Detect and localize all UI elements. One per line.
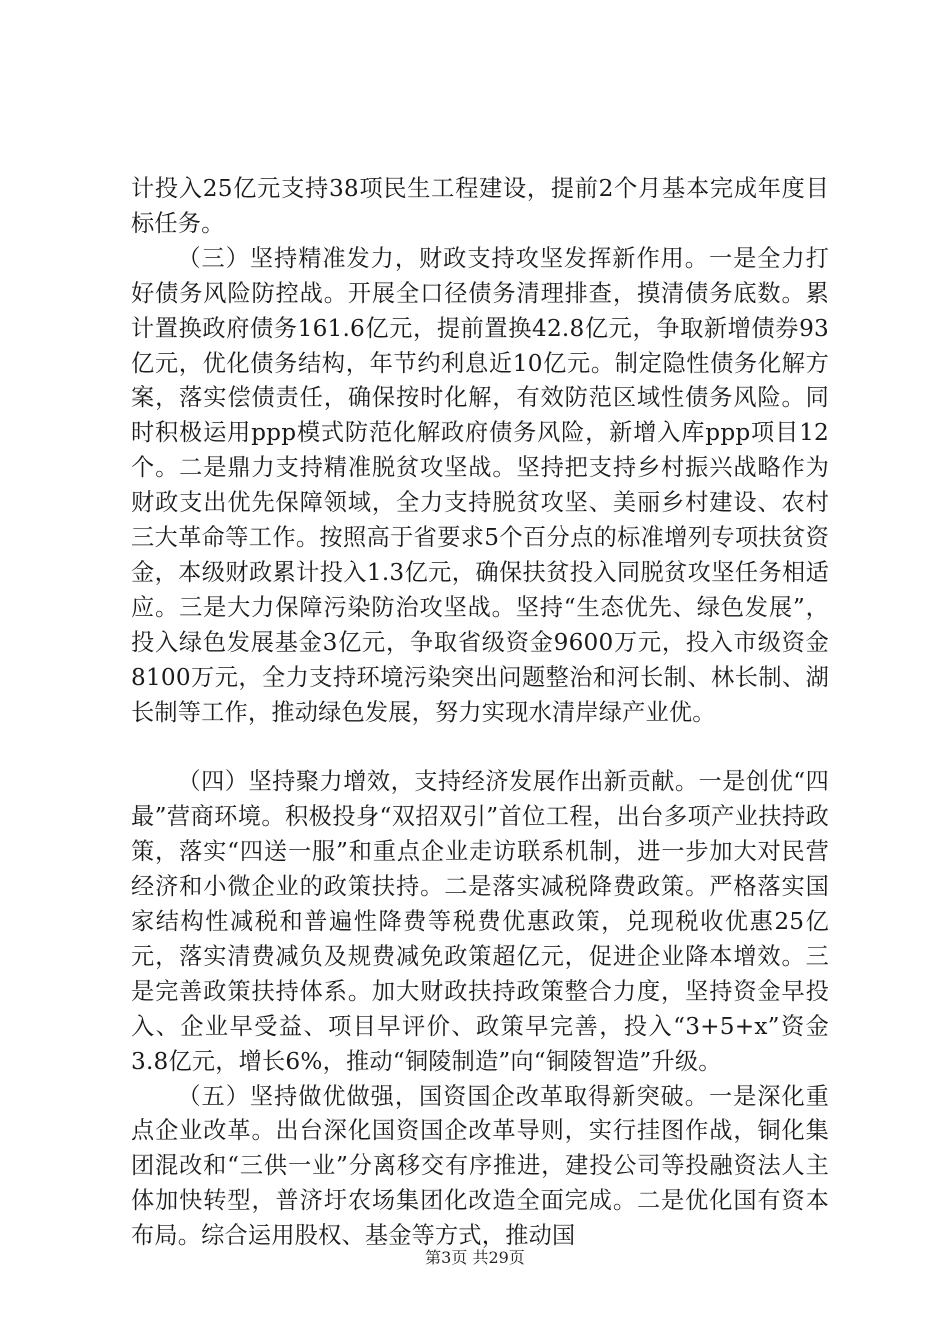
paragraph-section-5: （五）坚持做优做强，国资国企改革取得新突破。一是深化重点企业改革。出台深化国资国企改革导则，实行挂图作战，铜化集团混改和“三供一业”分离移交有序推进，建投公司等投融资法人主体加快转型，普济圩农场集团化改造全面完成。二是优化国有资本布局。综合运用股权、基金等方式，推动国 — [131, 1082, 829, 1250]
paragraph-section-3: （三）坚持精准发力，财政支持攻坚发挥新作用。一是全力打好债务风险防控战。开展全口径债务清理排查，摸清债务底数。累计置换政府债务161.6亿元，提前置换42.8亿元，争取新增债券93亿元，优化债务结构，年节约利息近10亿元。制定隐性债务化解方案，落实偿债责任，确保按时化解，有效防范区域性债务风险。同时积极运用ppp模式防范化解政府债务风险，新增入库ppp项目12个。二是鼎力支持精准脱贫攻坚战。坚持把支持乡村振兴战略作为财政支出优先保障领域，全力支持脱贫攻坚、美丽乡村建设、农村三大革命等工作。按照高于省要求5个百分点的标准增列专项扶贫资金，本级财政累计投入1.3亿元，确保扶贫投入同脱贫攻坚任务相适应。三是大力保障污染防治攻坚战。坚持“生态优先、绿色发展”，投入绿色发展基金3亿元，争取省级资金9600万元，投入市级资金8100万元，全力支持环境污染突出问题整治和河长制、林长制、湖长制等工作，推动绿色发展，努力实现水清岸绿产业优。 — [131, 244, 829, 726]
page-footer: 第3页 共29页 — [425, 1248, 525, 1267]
paragraph-section-4: （四）坚持聚力增效，支持经济发展作出新贡献。一是创优“四最”营商环境。积极投身“双招双引”首位工程，出台多项产业扶持政策，落实“四送一服”和重点企业走访联系机制，进一步加大对民营经济和小微企业的政策扶持。二是落实减税降费政策。严格落实国家结构性减税和普遍性降费等税费优惠政策，兑现税收优惠25亿元，落实清费减负及规费减免政策超亿元，促进企业降本增效。三是完善政策扶持体系。加大财政扶持政策整合力度，坚持资金早投入、企业早受益、项目早评价、政策早完善，投入“3+5+x”资金3.8亿元，增长6%，推动“铜陵制造”向“铜陵智造”升级。 — [131, 768, 829, 1075]
paragraph-continuation: 计投入25亿元支持38项民生工程建设，提前2个月基本完成年度目标任务。 — [131, 175, 829, 237]
document-body — [131, 172, 829, 1254]
